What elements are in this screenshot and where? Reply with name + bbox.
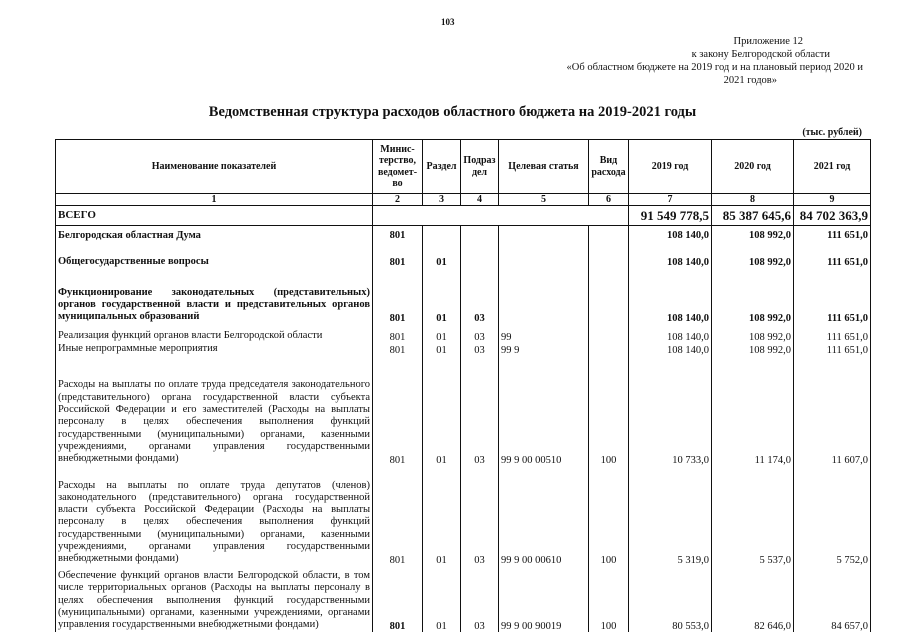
column-number: 1 — [56, 194, 373, 206]
row-exptype — [589, 226, 629, 246]
row-2021: 111 651,0 — [794, 280, 871, 324]
row-subsection: 03 — [461, 343, 499, 356]
column-number: 4 — [461, 194, 499, 206]
page-number: 103 — [441, 17, 455, 27]
column-number: 3 — [423, 194, 461, 206]
row-exptype: 100 — [589, 466, 629, 566]
row-target: 99 9 — [499, 343, 589, 356]
row-section: 01 — [423, 466, 461, 566]
row-name: Реализация функций органов власти Белгородской области — [56, 324, 373, 343]
appendix-line-4: 2021 годов» — [723, 75, 777, 86]
table-row — [56, 246, 871, 280]
header-2019: 2019 год — [629, 140, 712, 194]
row-target: 99 9 00 90019 — [499, 566, 589, 632]
row-target: 99 — [499, 324, 589, 343]
budget-table — [55, 139, 871, 632]
row-section: 01 — [423, 566, 461, 632]
column-number: 9 — [794, 194, 871, 206]
row-target — [499, 280, 589, 324]
row-2019: 108 140,0 — [629, 324, 712, 343]
header-target: Целевая статья — [499, 140, 589, 194]
row-ministry: 801 — [373, 356, 423, 466]
units-note: (тыс. рублей) — [802, 127, 862, 138]
row-ministry: 801 — [373, 466, 423, 566]
table-row — [56, 324, 871, 343]
row-2020: 108 992,0 — [712, 324, 794, 343]
column-number: 6 — [589, 194, 629, 206]
table-row — [56, 566, 871, 632]
row-ministry: 801 — [373, 226, 423, 246]
row-section: 01 — [423, 280, 461, 324]
row-2019: 80 553,0 — [629, 566, 712, 632]
row-target: 99 9 00 00610 — [499, 466, 589, 566]
row-subsection: 03 — [461, 356, 499, 466]
row-2020: 108 992,0 — [712, 246, 794, 280]
row-section: 01 — [423, 356, 461, 466]
row-section: 01 — [423, 324, 461, 343]
table-row — [56, 343, 871, 356]
row-2021: 111 651,0 — [794, 246, 871, 280]
header-name: Наименование показателей — [56, 140, 373, 194]
row-2020: 108 992,0 — [712, 280, 794, 324]
appendix-line-1: Приложение 12 — [733, 36, 803, 47]
row-section — [423, 226, 461, 246]
row-name: Расходы на выплаты по оплате труда председателя законодательного (представительного) органа государственной власти субъекта Российской Федерации и его заместителей (Расходы на выплаты персоналу в целях обеспечения выполнения функций государственными (муниципальными) органами, казенными учреждениями, органами управления государственными внебюджетными фондами) — [56, 356, 373, 466]
total-blank — [373, 206, 629, 226]
row-2019: 108 140,0 — [629, 226, 712, 246]
row-name: Общегосударственные вопросы — [56, 246, 373, 280]
table-row — [56, 356, 871, 466]
row-target: 99 9 00 00510 — [499, 356, 589, 466]
total-row — [56, 206, 871, 226]
header-2020: 2020 год — [712, 140, 794, 194]
row-2019: 10 733,0 — [629, 356, 712, 466]
table-row — [56, 466, 871, 566]
row-2021: 111 651,0 — [794, 324, 871, 343]
document-title: Ведомственная структура расходов областного бюджета на 2019-2021 годы — [208, 104, 697, 120]
column-number: 2 — [373, 194, 423, 206]
column-number: 7 — [629, 194, 712, 206]
header-exptype: Вид расхода — [589, 140, 629, 194]
row-target — [499, 226, 589, 246]
row-ministry: 801 — [373, 280, 423, 324]
row-name: Обеспечение функций органов власти Белгородской области, в том числе территориальных органов (Расходы на выплаты персоналу в целях обеспечения выполнения функций государственными (муниципальными) органами, казенными учреждениями, органами управления государственными внебюджетными фондами) — [56, 566, 373, 632]
table-row — [56, 280, 871, 324]
row-ministry: 801 — [373, 324, 423, 343]
header-2021: 2021 год — [794, 140, 871, 194]
row-exptype — [589, 280, 629, 324]
row-target — [499, 246, 589, 280]
total-2021: 84 702 363,9 — [794, 206, 871, 226]
row-subsection: 03 — [461, 280, 499, 324]
row-2019: 108 140,0 — [629, 280, 712, 324]
row-2021: 5 752,0 — [794, 466, 871, 566]
row-name: Иные непрограммные мероприятия — [56, 343, 373, 356]
row-exptype — [589, 246, 629, 280]
row-exptype — [589, 324, 629, 343]
row-ministry: 801 — [373, 566, 423, 632]
row-exptype — [589, 343, 629, 356]
row-2019: 5 319,0 — [629, 466, 712, 566]
row-ministry: 801 — [373, 246, 423, 280]
row-section: 01 — [423, 246, 461, 280]
row-2021: 111 651,0 — [794, 226, 871, 246]
header-row — [56, 140, 871, 194]
appendix-note — [533, 35, 863, 87]
appendix-line-3: «Об областном бюджете на 2019 год и на плановый период 2020 и — [566, 62, 863, 73]
column-number-row — [56, 194, 871, 206]
row-subsection: 03 — [461, 566, 499, 632]
row-2020: 82 646,0 — [712, 566, 794, 632]
total-2019: 91 549 778,5 — [629, 206, 712, 226]
row-subsection — [461, 246, 499, 280]
column-number: 8 — [712, 194, 794, 206]
header-ministry: Минис-терство, ведомет-во — [373, 140, 423, 194]
row-name: Функционирование законодательных (представительных) органов государственной власти и представительных органов муниципальных образований — [56, 280, 373, 324]
row-name: Белгородская областная Дума — [56, 226, 373, 246]
row-subsection: 03 — [461, 466, 499, 566]
row-exptype: 100 — [589, 356, 629, 466]
row-2019: 108 140,0 — [629, 246, 712, 280]
row-exptype: 100 — [589, 566, 629, 632]
table-row — [56, 226, 871, 246]
row-2021: 111 651,0 — [794, 343, 871, 356]
row-2020: 108 992,0 — [712, 226, 794, 246]
row-name: Расходы на выплаты по оплате труда депутатов (членов) законодательного (представительного) органа государственной власти субъекта Российской Федерации (Расходы на выплаты персоналу в целях обеспечения выполнения функций государственными (муниципальными) органами, казенными учреждениями, органами управления государственными внебюджетными фондами) — [56, 466, 373, 566]
total-label: ВСЕГО — [56, 206, 373, 226]
row-2020: 11 174,0 — [712, 356, 794, 466]
row-2020: 108 992,0 — [712, 343, 794, 356]
row-subsection — [461, 226, 499, 246]
row-section: 01 — [423, 343, 461, 356]
row-ministry: 801 — [373, 343, 423, 356]
row-subsection: 03 — [461, 324, 499, 343]
row-2021: 84 657,0 — [794, 566, 871, 632]
total-2020: 85 387 645,6 — [712, 206, 794, 226]
appendix-line-2: к закону Белгородской области — [691, 49, 830, 60]
row-2019: 108 140,0 — [629, 343, 712, 356]
row-2021: 11 607,0 — [794, 356, 871, 466]
header-subsection: Подраз дел — [461, 140, 499, 194]
header-section: Раздел — [423, 140, 461, 194]
column-number: 5 — [499, 194, 589, 206]
row-2020: 5 537,0 — [712, 466, 794, 566]
